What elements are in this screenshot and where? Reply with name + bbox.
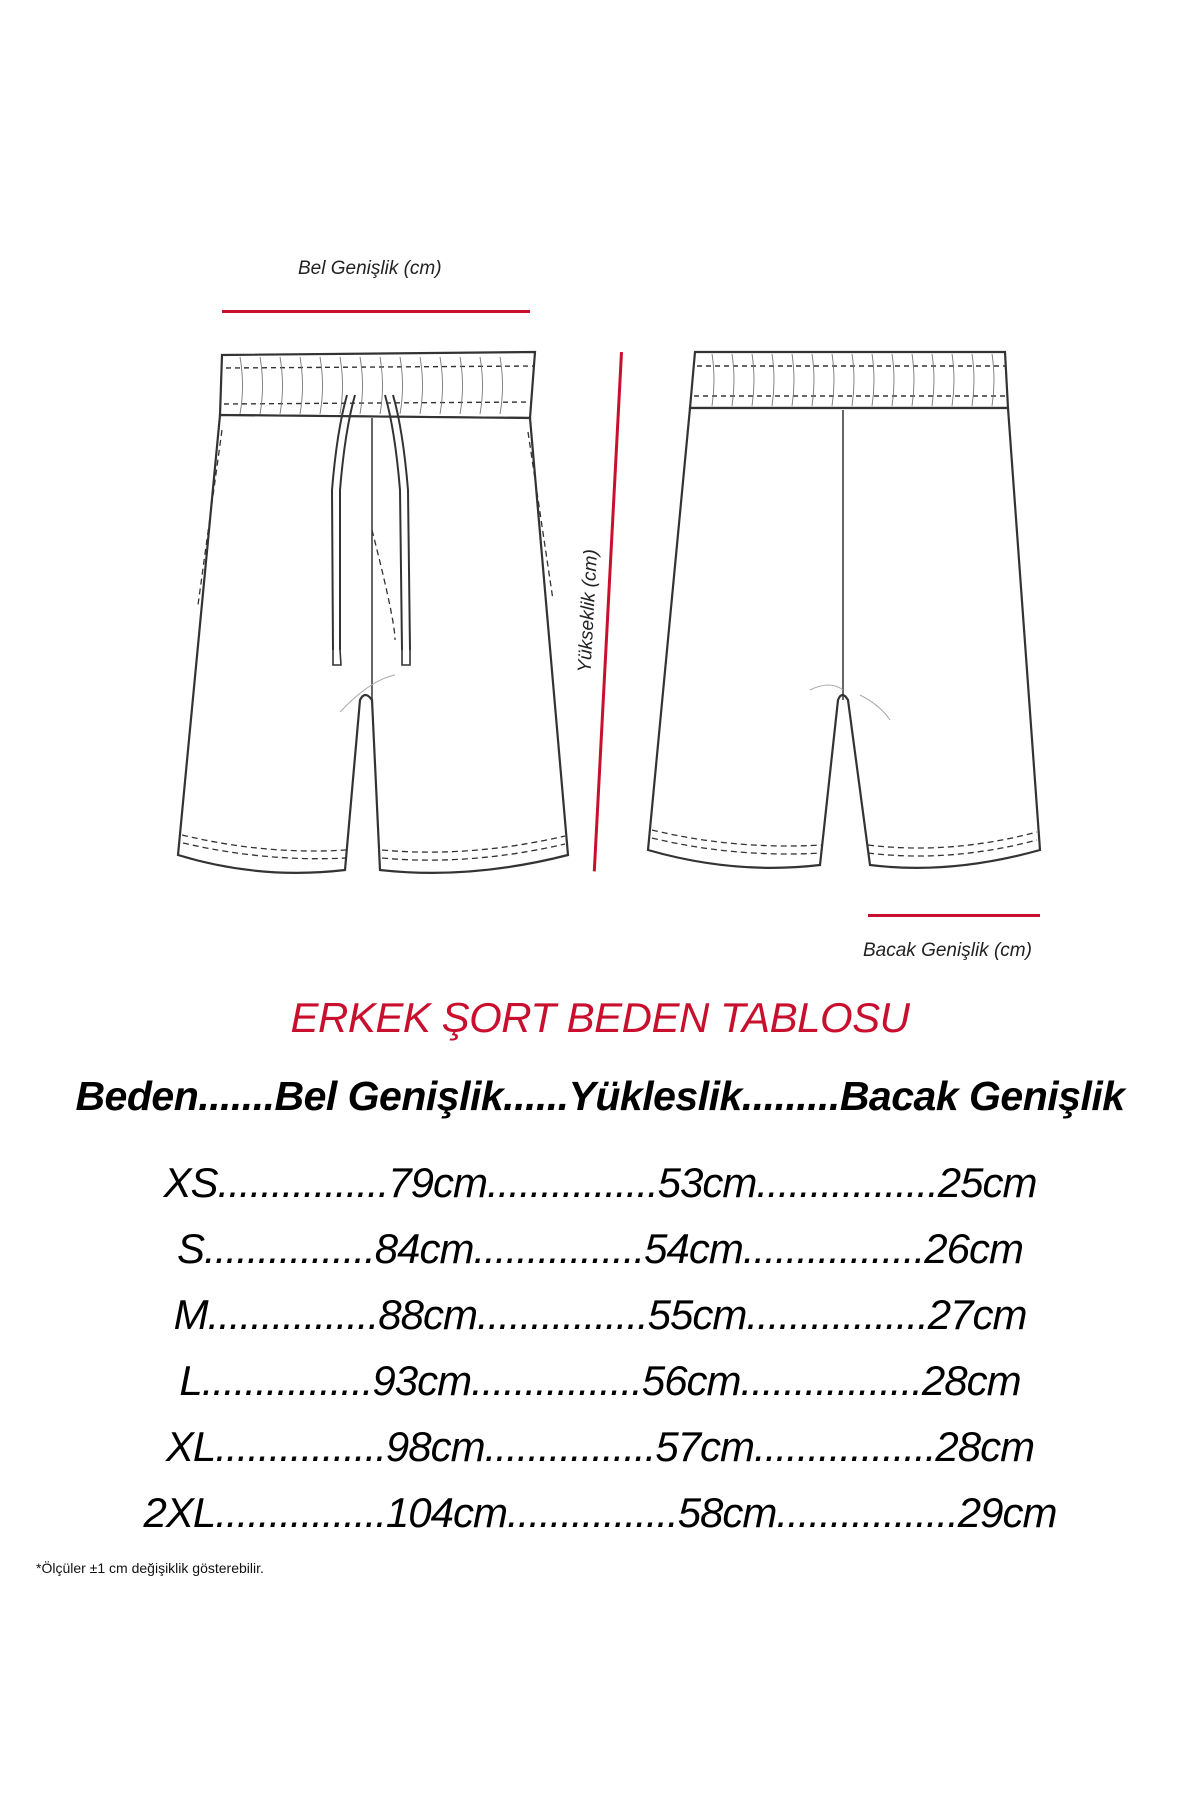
size-chart-header: Beden.......Bel Genişlik......Yükleslik.........Bacak Genişlik [75, 1073, 1125, 1119]
size-row-m: M................88cm................55cm.................27cm [173, 1291, 1027, 1338]
size-chart-rows [0, 1150, 1200, 1546]
size-row-2xl: 2XL................104cm................58cm.................29cm [143, 1489, 1057, 1536]
size-row-l: L................93cm................56cm.................28cm [179, 1357, 1021, 1404]
front-body [178, 415, 568, 873]
size-row-xl: XL................98cm................57cm.................28cm [165, 1423, 1035, 1470]
back-body [648, 408, 1040, 868]
leg-dimension-label: Bacak Genişlik (cm) [863, 940, 1032, 961]
size-row-s: S................84cm................54cm.................26cm [177, 1225, 1023, 1272]
shorts-back-view [648, 352, 1040, 868]
shorts-front-view [178, 352, 568, 873]
leg-dimension-line [868, 914, 1040, 917]
back-waistband [690, 352, 1008, 408]
waist-dimension-line [222, 310, 530, 313]
size-chart-title: ERKEK ŞORT BEDEN TABLOSU [290, 994, 910, 1041]
size-row-xs: XS................79cm................53cm.................25cm [163, 1159, 1037, 1206]
front-waistband [220, 352, 535, 418]
waist-dimension-label: Bel Genişlik (cm) [298, 258, 442, 279]
measurement-tolerance-note: *Ölçüler ±1 cm değişiklik gösterebilir. [36, 1560, 264, 1576]
height-dimension-label: Yükseklik (cm) [574, 548, 602, 674]
